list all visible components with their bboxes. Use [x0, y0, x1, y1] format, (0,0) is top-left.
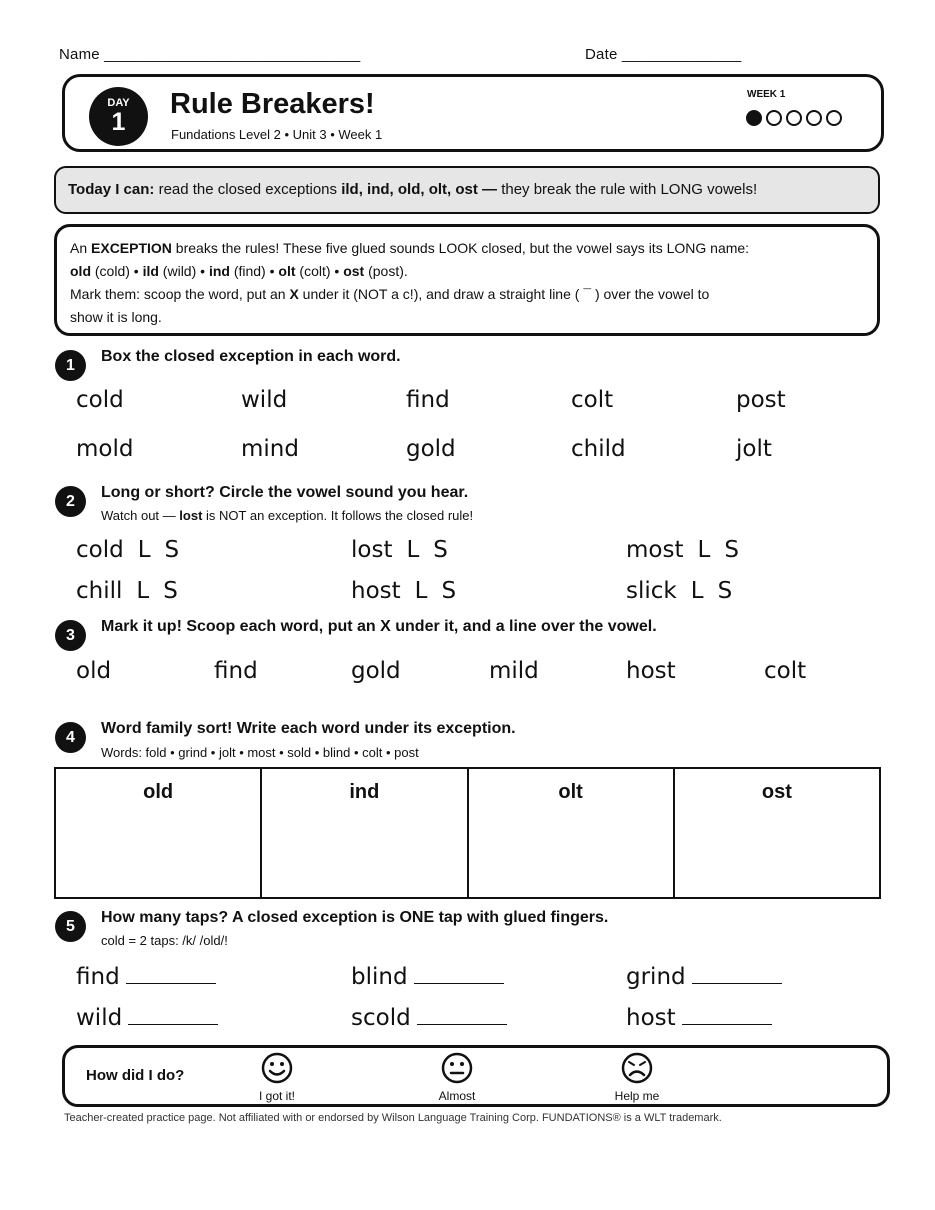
tap-word: find	[76, 964, 120, 990]
rating-option-help-me[interactable]	[606, 1052, 668, 1103]
word-item[interactable]: mold	[76, 436, 134, 462]
goal-text-end: they break the rule with LONG vowels!	[497, 181, 758, 198]
vowel-word: cold	[76, 537, 124, 563]
exc-pattern: olt	[278, 263, 296, 279]
section-2-number: 2	[55, 486, 86, 517]
vowel-word: chill	[76, 578, 123, 604]
sort-column-header: ost	[761, 781, 792, 803]
sort-table	[54, 767, 881, 899]
sort-column-header: old	[143, 781, 174, 803]
vowel-item	[351, 537, 448, 563]
week-dot	[786, 110, 802, 126]
rating-label: Help me	[614, 1089, 660, 1103]
goal-lead: Today I can:	[68, 181, 155, 198]
word-item[interactable]: find	[214, 658, 258, 684]
rating-option-got-it[interactable]	[246, 1052, 308, 1103]
short-choice[interactable]: S	[724, 537, 739, 563]
section-3-title: Mark it up! Scoop each word, put an X under it, and a line over the vowel.	[101, 618, 657, 635]
date-field[interactable]: Date ______________	[585, 46, 742, 63]
goal-patterns: ild, ind, old, olt, ost —	[341, 181, 498, 198]
smiley-face-icon	[261, 1052, 293, 1084]
long-choice[interactable]: L	[690, 578, 704, 604]
learning-goal	[54, 166, 880, 214]
section-1-number: 1	[55, 350, 86, 381]
word-item[interactable]: host	[626, 658, 676, 684]
vowel-item	[76, 578, 178, 604]
vowel-item	[76, 537, 179, 563]
section-4-title: Word family sort! Write each word under its exception.	[101, 720, 516, 737]
long-choice[interactable]: L	[136, 578, 150, 604]
word-item[interactable]: wild	[241, 387, 288, 413]
week-progress	[746, 110, 842, 126]
day-label: DAY	[107, 97, 130, 109]
exc-example: (post).	[364, 263, 408, 279]
exc-example: (wild) •	[158, 263, 209, 279]
vowel-word: host	[351, 578, 401, 604]
sort-column-ost[interactable]	[675, 769, 879, 897]
neutral-face-icon	[441, 1052, 473, 1084]
vowel-word: lost	[351, 537, 393, 563]
tap-item	[351, 1004, 507, 1031]
worried-face-icon	[621, 1052, 653, 1084]
short-choice[interactable]: S	[717, 578, 733, 604]
sort-column-header: ind	[349, 781, 380, 803]
section-3-number: 3	[55, 620, 86, 651]
section-2-title: Long or short? Circle the vowel sound you hear.	[101, 484, 469, 501]
exc-pattern: old	[70, 263, 91, 279]
tap-item	[626, 963, 782, 990]
page-title: Rule Breakers!	[170, 88, 375, 120]
word-item[interactable]: find	[406, 387, 450, 413]
goal-text: read the closed exceptions	[154, 181, 342, 198]
word-item[interactable]: mild	[489, 658, 539, 684]
tap-answer-blank[interactable]	[414, 963, 504, 984]
week-dot	[746, 110, 762, 126]
exc-text: under it (NOT a c!), and draw a straight line ( ¯ ) over the vowel to	[298, 286, 710, 302]
sort-column-ind[interactable]	[262, 769, 468, 897]
tap-word: grind	[626, 964, 686, 990]
word-item[interactable]: mind	[241, 436, 299, 462]
section-5-title: How many taps? A closed exception is ONE tap with glued fingers.	[101, 909, 609, 926]
tap-answer-blank[interactable]	[128, 1004, 218, 1025]
exc-text: Mark them: scoop the word, put an	[70, 286, 290, 302]
rating-option-almost[interactable]	[426, 1052, 488, 1103]
tap-word: wild	[76, 1005, 123, 1031]
week-dot	[806, 110, 822, 126]
tap-answer-blank[interactable]	[682, 1004, 772, 1025]
day-number: 1	[111, 108, 126, 136]
word-item[interactable]: cold	[76, 387, 124, 413]
tap-word: host	[626, 1005, 676, 1031]
word-item[interactable]: child	[571, 436, 626, 462]
exc-pattern: ild	[142, 263, 159, 279]
self-rating-question: How did I do?	[86, 1067, 185, 1084]
sub-keyword: lost	[179, 508, 203, 523]
exc-text: An	[70, 240, 92, 256]
word-item[interactable]: old	[76, 658, 112, 684]
exc-example: (cold) •	[91, 263, 143, 279]
sort-column-olt[interactable]	[469, 769, 675, 897]
exc-pattern: ost	[343, 263, 365, 279]
section-5-example: cold = 2 taps: /k/ /old/!	[101, 933, 228, 948]
short-choice[interactable]: S	[441, 578, 457, 604]
vowel-word: most	[626, 537, 684, 563]
word-item[interactable]: gold	[351, 658, 401, 684]
tap-answer-blank[interactable]	[417, 1004, 507, 1025]
tap-word: scold	[351, 1005, 411, 1031]
sort-column-old[interactable]	[56, 769, 262, 897]
day-badge	[89, 87, 148, 146]
tap-answer-blank[interactable]	[126, 963, 216, 984]
word-item[interactable]: colt	[764, 658, 807, 684]
word-item[interactable]: colt	[571, 387, 614, 413]
week-label: WEEK 1	[747, 89, 786, 100]
tap-answer-blank[interactable]	[692, 963, 782, 984]
short-choice[interactable]: S	[164, 537, 180, 563]
exc-text: breaks the rules! These five glued sounds LOOK closed, but the vowel says its LONG name:	[171, 240, 750, 256]
vowel-item	[351, 578, 456, 604]
tap-word: blind	[351, 964, 408, 990]
week-dot	[826, 110, 842, 126]
exc-keyword: EXCEPTION	[91, 240, 172, 256]
vowel-item	[626, 578, 732, 604]
word-item[interactable]: post	[736, 387, 786, 413]
week-dot	[766, 110, 782, 126]
page-subtitle: Fundations Level 2 • Unit 3 • Week 1	[171, 127, 383, 142]
sub-text: Watch out —	[101, 508, 180, 523]
rating-label: I got it!	[258, 1089, 296, 1103]
section-4-number: 4	[55, 722, 86, 753]
tap-item	[626, 1004, 772, 1031]
word-item[interactable]: gold	[406, 436, 456, 462]
tap-item	[351, 963, 504, 990]
tap-item	[76, 1004, 218, 1031]
long-choice[interactable]: L	[137, 537, 151, 563]
section-2-subtitle	[101, 508, 473, 523]
section-4-word-bank: Words: fold • grind • jolt • most • sold • blind • colt • post	[101, 745, 419, 760]
exception-list	[70, 260, 864, 283]
exc-example: (find) •	[229, 263, 279, 279]
long-choice[interactable]: L	[414, 578, 428, 604]
sort-column-header: olt	[558, 781, 583, 803]
long-choice[interactable]: L	[697, 537, 711, 563]
exception-explainer	[54, 224, 880, 336]
section-5-number: 5	[55, 911, 86, 942]
long-choice[interactable]: L	[406, 537, 420, 563]
exc-text: show it is long.	[70, 309, 162, 325]
exc-keyword: X	[289, 286, 299, 302]
short-choice[interactable]: S	[163, 578, 178, 604]
vowel-word: slick	[626, 578, 677, 604]
footer-disclaimer: Teacher-created practice page. Not affiliated with or endorsed by Wilson Language Training Corp. FUNDATIONS® is a WLT trademark.	[64, 1112, 722, 1124]
tap-item	[76, 963, 216, 990]
rating-label: Almost	[438, 1089, 476, 1103]
short-choice[interactable]: S	[433, 537, 448, 563]
exc-example: (colt) •	[295, 263, 344, 279]
name-field[interactable]: Name ______________________________	[59, 46, 361, 63]
vowel-item	[626, 537, 739, 563]
exc-pattern: ind	[208, 263, 230, 279]
word-item[interactable]: jolt	[736, 436, 772, 462]
sub-text: is NOT an exception. It follows the closed rule!	[202, 508, 474, 523]
section-1-title: Box the closed exception in each word.	[101, 348, 401, 365]
